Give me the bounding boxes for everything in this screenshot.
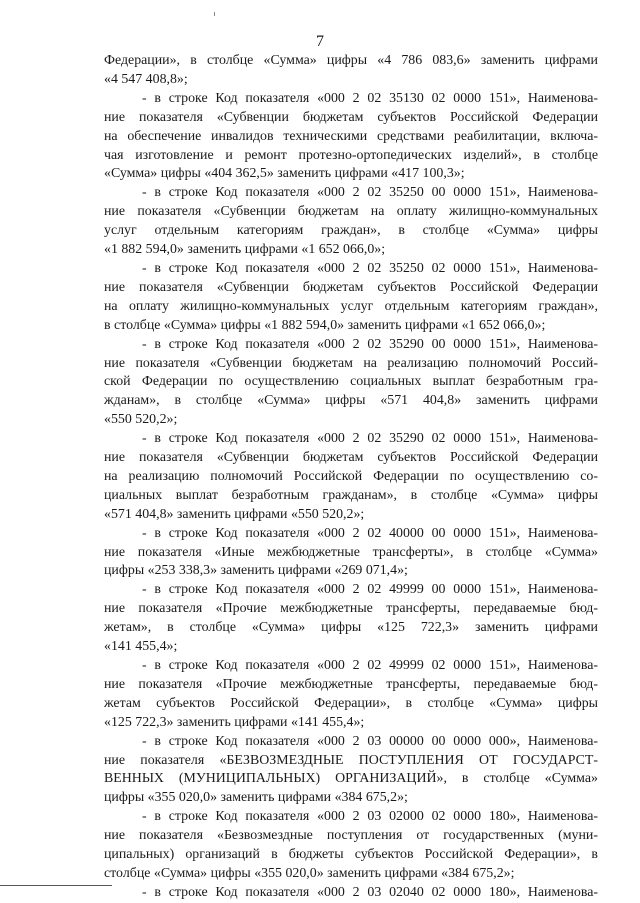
text-line: Федерации», в столбце «Сумма» цифры «4 786 083,6» заменить цифрами xyxy=(104,53,598,68)
scan-mark xyxy=(214,12,215,16)
text-line: жетам субъектов Российской Федерации», в столбце «Сумма» цифры xyxy=(104,695,598,711)
text-line: - в строке Код показателя «000 2 03 00000 00 0000 000», Наименова- xyxy=(142,733,598,749)
text-line: чая изготовление и ремонт протезно-ортопедических изделий», в столбце xyxy=(104,147,598,163)
text-line: «125 722,3» заменить цифрами «141 455,4»; xyxy=(104,714,365,730)
text-line: ние показателя «Прочие межбюджетные трансферты, передаваемые бюд- xyxy=(104,676,598,692)
text-line: ВЕННЫХ (МУНИЦИПАЛЬНЫХ) ОРГАНИЗАЦИЙ», в столбце «Сумма» xyxy=(104,771,598,787)
text-line: жданам», в столбце «Сумма» цифры «571 404,8» заменить цифрами xyxy=(104,393,598,409)
text-line: в столбце «Сумма» цифры «1 882 594,0» заменить цифрами «1 652 066,0»; xyxy=(104,317,546,333)
text-line: - в строке Код показателя «000 2 02 35250 00 0000 151», Наименова- xyxy=(142,185,598,201)
text-line: ние показателя «БЕЗВОЗМЕЗДНЫЕ ПОСТУПЛЕНИЯ ОТ ГОСУДАРСТ- xyxy=(104,752,598,768)
text-line: ние показателя «Прочие межбюджетные трансферты, передаваемые бюд- xyxy=(104,601,598,617)
text-line: - в строке Код показателя «000 2 02 35130 02 0000 151», Наименова- xyxy=(142,90,598,106)
text-line: столбце «Сумма» цифры «355 020,0» заменить цифрами «384 675,2»; xyxy=(104,865,515,881)
text-line: - в строке Код показателя «000 2 03 02000 02 0000 180», Наименова- xyxy=(142,809,598,825)
text-line: ние показателя «Безвозмездные поступления от государственных (муни- xyxy=(104,828,598,844)
text-line: «Сумма» цифры «404 362,5» заменить цифрами «417 100,3»; xyxy=(104,166,465,182)
text-line: жетам», в столбце «Сумма» цифры «125 722,3» заменить цифрами xyxy=(104,620,598,636)
document-body xyxy=(104,52,598,903)
text-line: - в строке Код показателя «000 2 02 49999 00 0000 151», Наименова- xyxy=(142,582,598,598)
text-line: ние показателя «Субвенции бюджетам на оплату жилищно-коммунальных xyxy=(104,204,598,220)
text-line: - в строке Код показателя «000 2 02 35290 00 0000 151», Наименова- xyxy=(142,336,598,352)
text-line: «550 520,2»; xyxy=(104,412,178,428)
text-line: «4 547 408,8»; xyxy=(104,71,188,87)
text-line: ние показателя «Субвенции бюджетам на реализацию полномочий Россий- xyxy=(104,355,598,371)
footer-rule xyxy=(0,885,112,886)
text-line: ципальных) организаций в бюджеты субъектов Российской Федерации», в xyxy=(104,847,598,863)
text-line: - в строке Код показателя «000 2 02 35290 02 0000 151», Наименова- xyxy=(142,431,598,447)
text-line: на оплату жилищно-коммунальных услуг отдельным категориям граждан», xyxy=(104,298,598,314)
text-line: на обеспечение инвалидов техническими средствами реабилитации, включа- xyxy=(104,128,598,144)
text-line: ние показателя «Иные межбюджетные трансферты», в столбце «Сумма» xyxy=(104,544,598,560)
text-line: ской Федерации по осуществлению социальных выплат безработным гра- xyxy=(104,374,598,390)
text-line: ние показателя «Субвенции бюджетам субъектов Российской Федерации xyxy=(104,279,598,295)
text-line: на реализацию полномочий Российской Федерации по осуществлению со- xyxy=(104,468,598,484)
text-line: - в строке Код показателя «000 2 03 02040 02 0000 180», Наименова- xyxy=(142,884,598,900)
text-line: цифры «355 020,0» заменить цифрами «384 675,2»; xyxy=(104,790,408,806)
text-line: цифры «253 338,3» заменить цифрами «269 071,4»; xyxy=(104,563,408,579)
text-line: - в строке Код показателя «000 2 02 35250 02 0000 151», Наименова- xyxy=(142,260,598,276)
text-line: циальных выплат безработным гражданам», в столбце «Сумма» цифры xyxy=(104,487,598,503)
text-line: «141 455,4»; xyxy=(104,639,178,655)
page-number: 7 xyxy=(316,33,324,50)
text-line: «571 404,8» заменить цифрами «550 520,2»; xyxy=(104,506,365,522)
text-line: ние показателя «Субвенции бюджетам субъектов Российской Федерации xyxy=(104,450,598,466)
text-line: - в строке Код показателя «000 2 02 40000 00 0000 151», Наименова- xyxy=(142,525,598,541)
text-line: - в строке Код показателя «000 2 02 49999 02 0000 151», Наименова- xyxy=(142,658,598,673)
text-line: «1 882 594,0» заменить цифрами «1 652 066,0»; xyxy=(104,242,386,258)
text-line: услуг отдельным категориям граждан», в столбце «Сумма» цифры xyxy=(104,223,598,239)
text-line: ние показателя «Субвенции бюджетам субъектов Российской Федерации xyxy=(104,109,598,125)
